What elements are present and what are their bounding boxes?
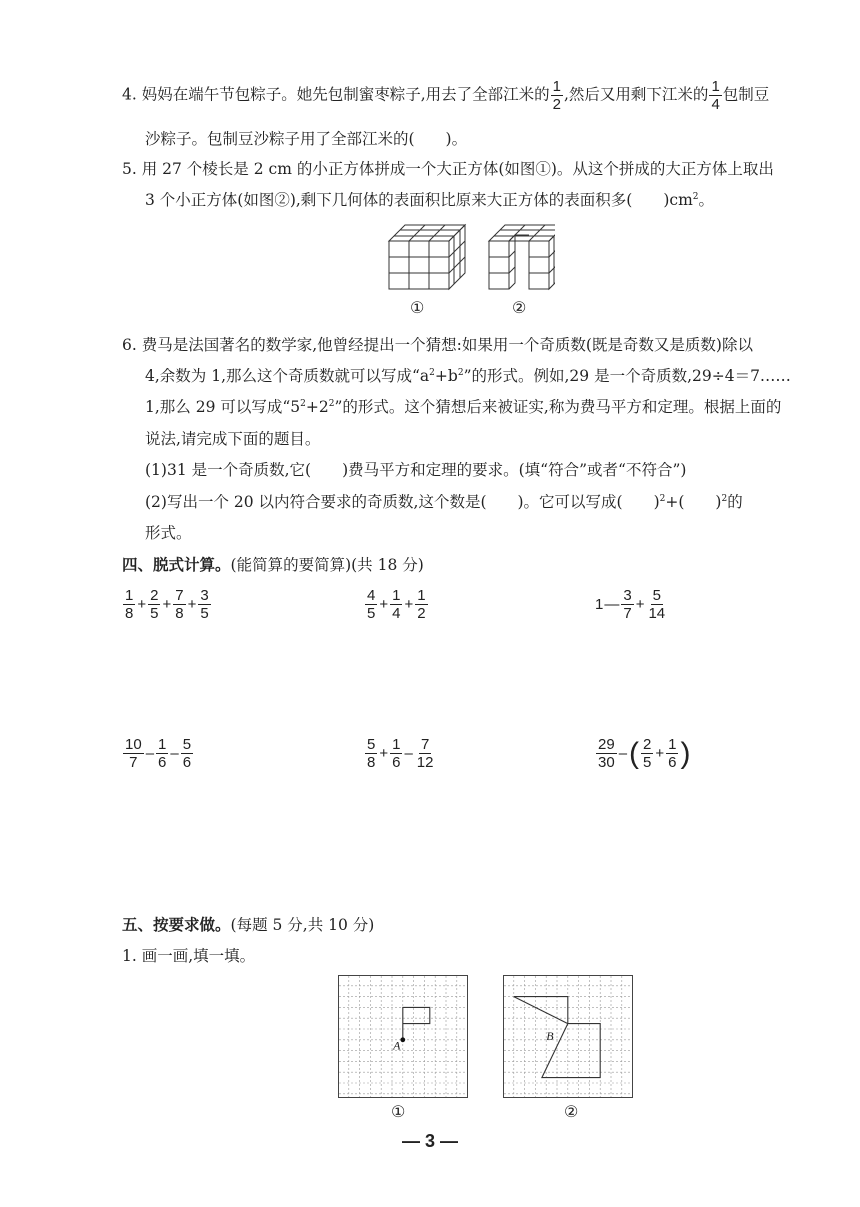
q6-sub2-line2: 形式。 [145,524,192,542]
q5-line2: 3 个小正方体(如图②),剩下几何体的表面积比原来大正方体的表面积多( )$cm^2$。 [145,191,715,209]
q4-fraction-2: $\frac{1}{4}$ [711,78,720,113]
q6-line4: 说法,请完成下面的题目。 [145,430,321,448]
point-b-label: B [546,1028,554,1043]
calc-expr-1: $\frac{1}{8}$ + $\frac{2}{5}$ + $\frac{7}{8}$ + $\frac{3}{5}$ [125,587,209,622]
grid-figure-2 [503,975,633,1098]
calc-expr-5: $\frac{5}{8}$ + $\frac{1}{6}$ – $\frac{7}{12}$ [367,736,434,771]
calc-expr-3: 1 — $\frac{3}{7}$ + $\frac{5}{14}$ [595,587,666,622]
page-number: — 3 — [401,1131,458,1151]
calc-expr-6: $\frac{29}{30}$ – ( $\frac{2}{5}$ + $\frac{1}{6}$ ) [598,736,691,771]
q4-text-c: 包制豆 [722,85,770,104]
calc-expr-4: $\frac{10}{7}$ – $\frac{1}{6}$ – $\frac{5}{6}$ [125,736,192,771]
cube-figure-1-label: ① [410,298,425,317]
q6-line2: 4,余数为 1,那么这个奇质数就可以写成“$a^2+b^2$”的形式。例如,29 是一个奇质数,29÷4＝7…… [145,367,791,385]
q4-line2: 沙粽子。包制豆沙粽子用了全部江米的( )。 [145,130,468,148]
q5-1-instruction: 1. 画一画,填一填。 [122,947,256,965]
q6-line1: 6. 费马是法国著名的数学家,他曾经提出一个猜想:如果用一个奇质数(既是奇数又是质数)除以 [122,336,753,354]
cube-figure-2 [489,225,555,289]
q5-line1: 5. 用 27 个棱长是 2 cm 的小正方体拼成一个大正方体(如图①)。从这个拼成的大正方体上取出 [122,160,774,178]
q6-sub2: (2)写出一个 20 以内符合要求的奇质数,这个数是( )。它可以写成( )$^2$+( )$^2$的 [145,493,743,511]
grid-figure-1 [338,975,468,1098]
q4-line1 [122,78,769,113]
grid-figure-2-label: ② [564,1102,579,1121]
calc-expr-2: $\frac{4}{5}$ + $\frac{1}{4}$ + $\frac{1}{2}$ [367,587,426,622]
grid-figure-1-label: ① [391,1102,406,1121]
q6-sub1: (1)31 是一个奇质数,它( )费马平方和定理的要求。(填“符合”或者“不符合”) [145,461,687,479]
cube-figure-1 [389,225,465,289]
cube-figures [385,215,555,295]
q6-line3: 1,那么 29 可以写成“$5^2+2^2$”的形式。这个猜想后来被证实,称为费马平方和定理。根据上面的 [145,398,782,416]
q4-text-a: 4. 妈妈在端午节包粽子。她先包制蜜枣粽子,用去了全部江米的 [122,85,550,104]
cube-figure-2-label: ② [512,298,527,317]
flag-shape [403,1007,430,1039]
section5-heading: 五、按要求做。(每题 5 分,共 10 分) [122,915,375,934]
point-a-dot [400,1037,405,1042]
q4-text-b: ,然后又用剩下江米的 [564,85,709,104]
point-a-label: A [393,1038,401,1053]
q4-fraction-1: $\frac{1}{2}$ [552,78,561,113]
section4-heading: 四、脱式计算。(能简算的要简算)(共 18 分) [122,555,424,574]
